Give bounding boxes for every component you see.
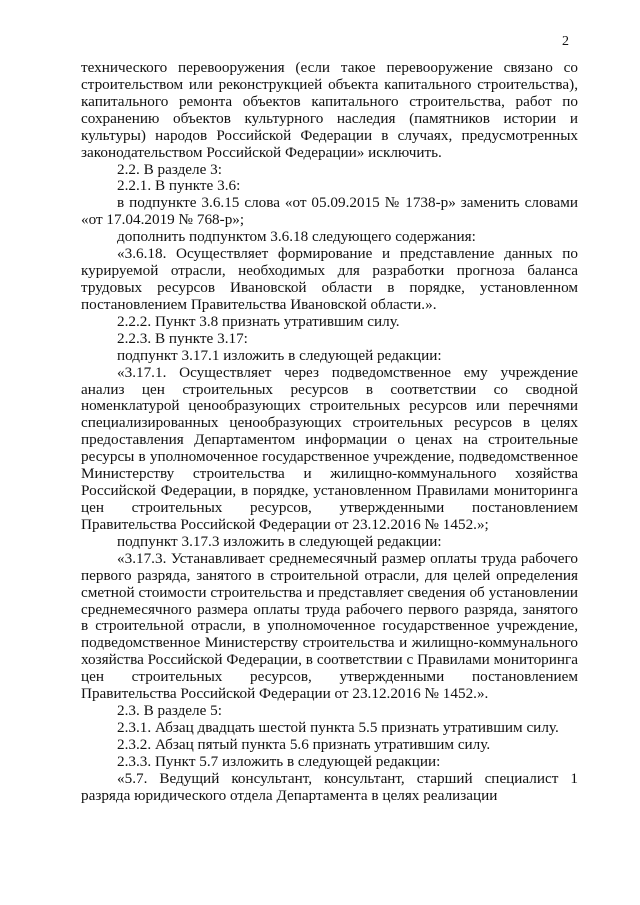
paragraph-2-2-1: 2.2.1. В пункте 3.6:	[117, 177, 241, 195]
paragraph-2-3-3: 2.3.3. Пункт 5.7 изложить в следующей редакции:	[117, 752, 441, 770]
paragraph-2-2-2: 2.2.2. Пункт 3.8 признать утратившим силу.	[117, 312, 400, 330]
paragraph-2-2-3: 2.2.3. В пункте 3.17:	[117, 329, 248, 347]
paragraph-2-3: 2.3. В разделе 5:	[117, 702, 222, 720]
paragraph-3-6-18-text: «3.6.18. Осуществляет формирование и представление данных по курируемой отрасли, необходимых для разработки прогноза баланса трудовых ресурсов Ивановской области в порядке, установленном постановлением Правительства Ивановской области.».	[81, 245, 578, 313]
paragraph-5-7-text: «5.7. Ведущий консультант, консультант, старший специалист 1 разряда юридического отдела Департамента в целях реализации	[81, 769, 578, 804]
paragraph-add-3-6-18: дополнить подпунктом 3.6.18 следующего содержания:	[117, 228, 476, 246]
paragraph-3-6-15-amendment: в подпункте 3.6.15 слова «от 05.09.2015 № 1738-р» заменить словами «от 17.04.2019 № 768-р»;	[81, 194, 578, 229]
paragraph-3-17-3-intro: подпункт 3.17.3 изложить в следующей редакции:	[117, 532, 442, 550]
page-number: 2	[562, 34, 569, 49]
paragraph-2-2: 2.2. В разделе 3:	[117, 160, 222, 178]
paragraph-2-3-1: 2.3.1. Абзац двадцать шестой пункта 5.5 признать утратившим силу.	[117, 718, 559, 736]
paragraph-3-17-1-intro: подпункт 3.17.1 изложить в следующей редакции:	[117, 346, 442, 364]
paragraph-3-17-1-text: «3.17.1. Осуществляет через подведомственное ему учреждение анализ цен строительных ресурсов в соответствии со сводной номенклатурой ценообразующих строительных ресурсов или перечнями специализированных ценообразующих строительных ресурсов в целях предоставления Департаментом информации о ценах на строительные ресурсы в уполномоченное государственное учреждение, подведомственное Министерству строительства и жилищно-коммунального хозяйства Российской Федерации, в порядке, установленном Правилами мониторинга цен строительных ресурсов, утвержденными постановлением Правительства Российской Федерации от 23.12.2016 № 1452.»;	[81, 363, 578, 533]
paragraph-2-3-2: 2.3.2. Абзац пятый пункта 5.6 признать утратившим силу.	[117, 735, 491, 753]
paragraph-3-17-3-text: «3.17.3. Устанавливает среднемесячный размер оплаты труда рабочего первого разряда, занятого в строительной отрасли, для целей определения сметной стоимости строительства и представляет сведения об установлении среднемесячного размера оплаты труда рабочего первого разряда, занятого в строительной отрасли, в уполномоченное государственное учреждение, подведомственное Министерству строительства и жилищно-коммунального хозяйства Российской Федерации, в соответствии с Правилами мониторинга цен строительных ресурсов, утвержденными постановлением Правительства Российской Федерации от 23.12.2016 № 1452.».	[81, 549, 578, 703]
document-body	[81, 60, 578, 805]
paragraph-continuation: технического перевооружения (если такое перевооружение связано со строительством или реконструкцией объекта капитального строительства), капитального ремонта объектов капитального строительства, работ по сохранению объектов культурного наследия (памятников истории и культуры) народов Российской Федерации в случаях, предусмотренных законодательством Российской Федерации» исключить.	[81, 59, 578, 161]
